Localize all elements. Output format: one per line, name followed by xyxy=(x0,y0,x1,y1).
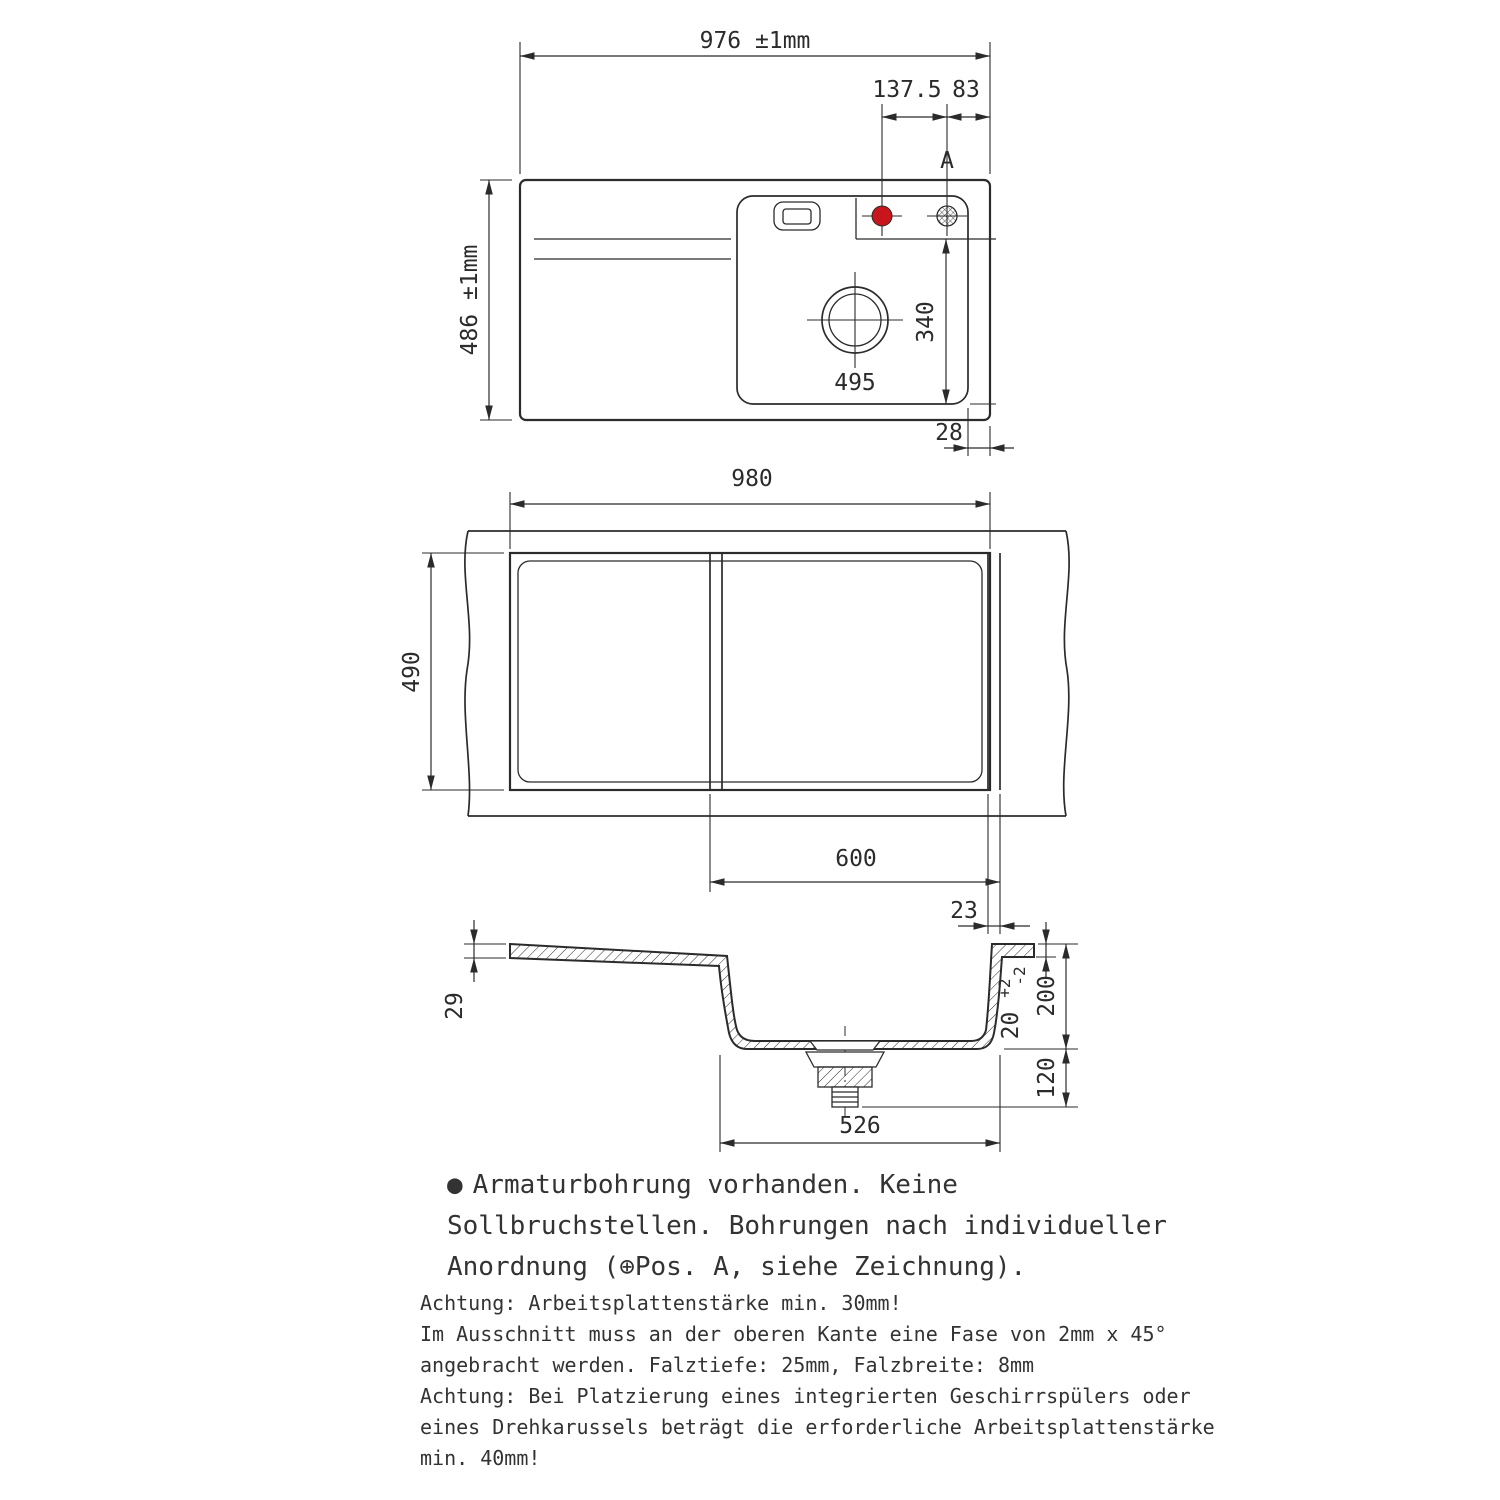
hatched-hole-icon xyxy=(937,206,957,226)
svg-text:120: 120 xyxy=(1034,1057,1060,1099)
svg-text:980: 980 xyxy=(731,466,773,492)
drain-flange xyxy=(806,1052,884,1067)
faucet-hole-red-icon xyxy=(872,206,892,226)
note-small-line4: Achtung: Bei Platzierung eines integrierten Geschirrspülers oder xyxy=(420,1384,1191,1408)
svg-text:28: 28 xyxy=(935,420,963,446)
note-main-line1: ● Armaturbohrung vorhanden. Keine xyxy=(447,1170,958,1200)
svg-text:83: 83 xyxy=(952,77,980,103)
note-small-line1: Achtung: Arbeitsplattenstärke min. 30mm! xyxy=(420,1291,902,1315)
svg-text:340: 340 xyxy=(913,301,939,343)
svg-text:29: 29 xyxy=(442,992,468,1020)
pos-a-label: A xyxy=(940,148,954,174)
note-small-line6: min. 40mm! xyxy=(420,1446,541,1470)
svg-text:20 +2 -2: 20 $^{+2}$ -2 xyxy=(995,966,1029,1040)
svg-text:137.5: 137.5 xyxy=(872,77,942,103)
svg-text:526: 526 xyxy=(839,1113,881,1139)
filled-circle-icon: ● xyxy=(447,1170,463,1200)
note-main-line2: Sollbruchstellen. Bohrungen nach individueller xyxy=(447,1211,1168,1241)
svg-text:23: 23 xyxy=(950,898,978,924)
svg-text:486 ±1mm: 486 ±1mm xyxy=(457,244,483,356)
strainer-recess xyxy=(810,1041,880,1050)
svg-text:600: 600 xyxy=(835,846,877,872)
svg-text:976 ±1mm: 976 ±1mm xyxy=(699,28,811,54)
pos-a-hole-icon: ⊕ xyxy=(619,1252,635,1282)
note-small-line2: Im Ausschnitt muss an der oberen Kante eine Fase von 2mm x 45° xyxy=(420,1322,1167,1346)
note-small-line3: angebracht werden. Falztiefe: 25mm, Falzbreite: 8mm xyxy=(420,1353,1035,1377)
drain-nut xyxy=(818,1067,872,1087)
note-main-line3: Anordnung (⊕Pos. A, siehe Zeichnung). xyxy=(447,1252,1027,1282)
svg-text:490: 490 xyxy=(399,651,425,693)
svg-text:200: 200 xyxy=(1034,975,1060,1017)
note-small-line5: eines Drehkarussels beträgt die erforderliche Arbeitsplattenstärke xyxy=(420,1415,1215,1439)
dim-drain-position: 495 xyxy=(834,370,876,396)
